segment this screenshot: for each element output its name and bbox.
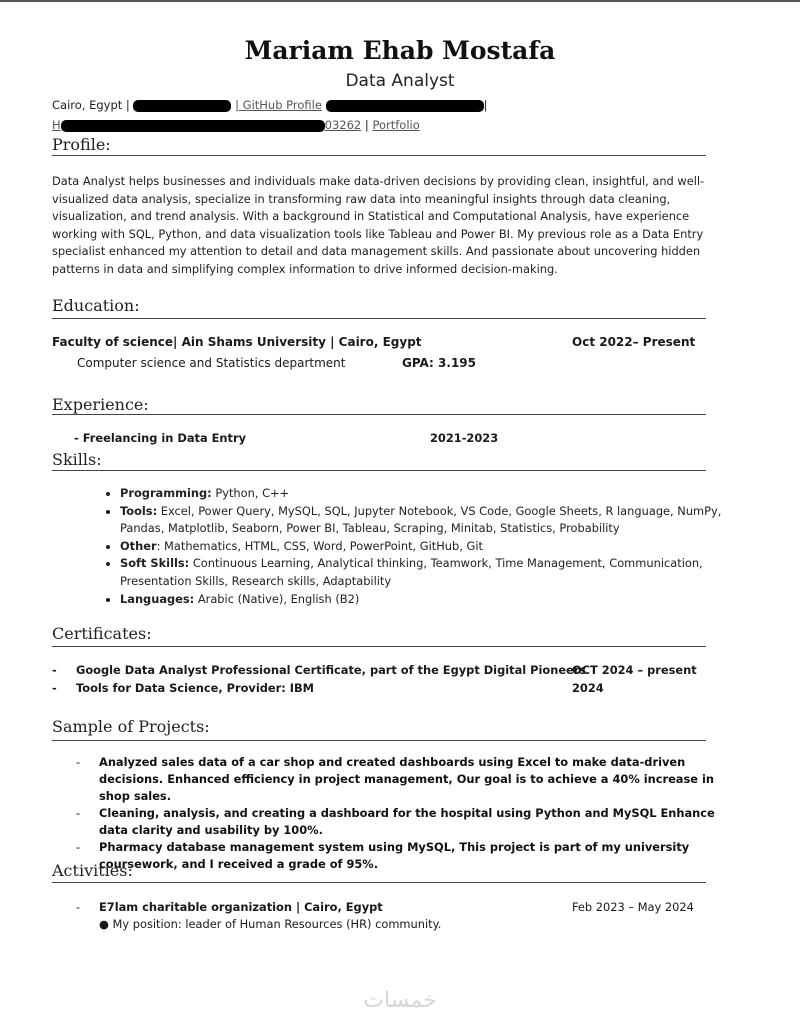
experience-role: - Freelancing in Data Entry <box>74 431 246 445</box>
certificate-name: Tools for Data Science, Provider: IBM <box>76 681 315 695</box>
project-item <box>52 839 732 873</box>
skill-label: Other <box>120 538 157 553</box>
education-institution: Faculty of science| Ain Shams University | Cairo, Egypt <box>52 335 422 349</box>
profile-heading: Profile: <box>52 135 111 154</box>
job-title: Data Analyst <box>345 71 455 91</box>
skill-label: Tools: <box>120 503 158 518</box>
skills-heading: Skills: <box>52 450 102 469</box>
redacted-phone <box>133 100 231 112</box>
skill-item-tools <box>120 503 740 538</box>
page-top-border <box>0 0 800 2</box>
certificate-date: 2024 <box>572 681 604 695</box>
activity-dates: Feb 2023 – May 2024 <box>572 900 694 914</box>
certificate-name: Google Data Analyst Professional Certificate, part of the Egypt Digital Pioneers <box>76 663 587 677</box>
project-description: Analyzed sales data of a car shop and created dashboards using Excel to make data-driven decisions. Enhanced efficiency in project management, Our goal is to achieve a 40% increase in shop sales. <box>99 755 714 803</box>
skill-item-programming <box>120 485 740 503</box>
activity-position: ● My position: leader of Human Resources (HR) community. <box>99 917 442 931</box>
github-link[interactable]: | GitHub Profile <box>235 98 322 112</box>
education-divider <box>52 318 706 319</box>
certificate-bullet: - <box>52 663 57 677</box>
education-dates: Oct 2022– Present <box>572 335 696 349</box>
linkedin-link-start[interactable]: H <box>52 118 61 132</box>
skill-value: Python, C++ <box>211 486 290 500</box>
project-description: Cleaning, analysis, and creating a dashboard for the hospital using Python and MySQL Enhance data clarity and usability by 100%. <box>99 806 715 837</box>
project-item <box>52 754 732 805</box>
skill-label: Soft Skills: <box>120 556 190 571</box>
skill-label: Programming: <box>120 486 212 500</box>
certificate-bullet: - <box>52 681 57 695</box>
activity-organization: E7lam charitable organization | Cairo, Egypt <box>99 900 383 914</box>
project-item <box>52 805 732 839</box>
project-bullet: - <box>76 806 81 820</box>
certificates-divider <box>52 646 706 647</box>
activities-heading: Activities: <box>52 861 133 880</box>
project-description: Pharmacy database management system using MySQL, This project is part of my university coursework, and I received a grade of 95%. <box>99 840 690 871</box>
contact-separator: | <box>483 98 488 112</box>
activity-bullet: - <box>76 900 81 914</box>
portfolio-link[interactable]: Portfolio <box>372 118 420 132</box>
watermark-logo: خمسات <box>363 988 437 1013</box>
skill-value: Arabic (Native), English (B2) <box>194 591 360 606</box>
projects-heading: Sample of Projects: <box>52 717 210 736</box>
redacted-email <box>326 100 484 112</box>
skill-value: Continuous Learning, Analytical thinking, Teamwork, Time Management, Communication, Presentation Skills, Research skills, Adaptability <box>120 556 703 588</box>
redacted-linkedin-url <box>61 120 325 132</box>
project-bullet: - <box>76 755 81 769</box>
skill-label: Languages: <box>120 591 195 606</box>
education-gpa: GPA: 3.195 <box>402 356 476 370</box>
linkedin-link-end[interactable]: 03262 <box>324 118 362 132</box>
experience-divider <box>52 414 706 415</box>
skills-divider <box>52 470 706 471</box>
skill-item-languages <box>120 591 740 609</box>
activities-divider <box>52 882 706 883</box>
location: Cairo, Egypt | <box>52 98 130 112</box>
projects-list <box>52 754 732 873</box>
portfolio-separator: | <box>364 118 369 132</box>
experience-heading: Experience: <box>52 395 149 414</box>
experience-dates: 2021-2023 <box>430 431 499 445</box>
skill-value: Excel, Power Query, MySQL, SQL, Jupyter Notebook, VS Code, Google Sheets, R language, NumPy, Pandas, Matplotlib, Seaborn, Power BI, Tableau, Scraping, Minitab, Statistics, Probability <box>120 503 722 536</box>
certificates-heading: Certificates: <box>52 624 152 643</box>
education-department: Computer science and Statistics department <box>77 356 346 370</box>
candidate-name: Mariam Ehab Mostafa <box>244 36 556 65</box>
projects-divider <box>52 740 706 741</box>
skill-item-other <box>120 538 740 556</box>
profile-divider <box>52 155 706 156</box>
education-heading: Education: <box>52 296 140 315</box>
skill-item-soft-skills <box>120 555 740 590</box>
project-bullet: - <box>76 840 81 854</box>
skill-value: : Mathematics, HTML, CSS, Word, PowerPoint, GitHub, Git <box>156 538 483 553</box>
profile-summary: Data Analyst helps businesses and individuals make data-driven decisions by providing clean, insightful, and well-visualized data analysis, specialize in transforming raw data into meaningful insights through data cleaning, visualization, and trend analysis. With a background in Statistical and Computational Analysis, have experience working with SQL, Python, and data visualization tools like Tableau and Power BI. My previous role as a Data Entry specialist enhanced my attention to detail and data management skills. And passionate about uncovering hidden patterns in data and simplifying complex information to drive informed decision-making. <box>52 174 705 276</box>
contact-line-2 <box>52 118 420 132</box>
certificate-date: OCT 2024 – present <box>572 663 697 677</box>
skills-list <box>100 485 740 608</box>
contact-line-1 <box>52 98 487 112</box>
